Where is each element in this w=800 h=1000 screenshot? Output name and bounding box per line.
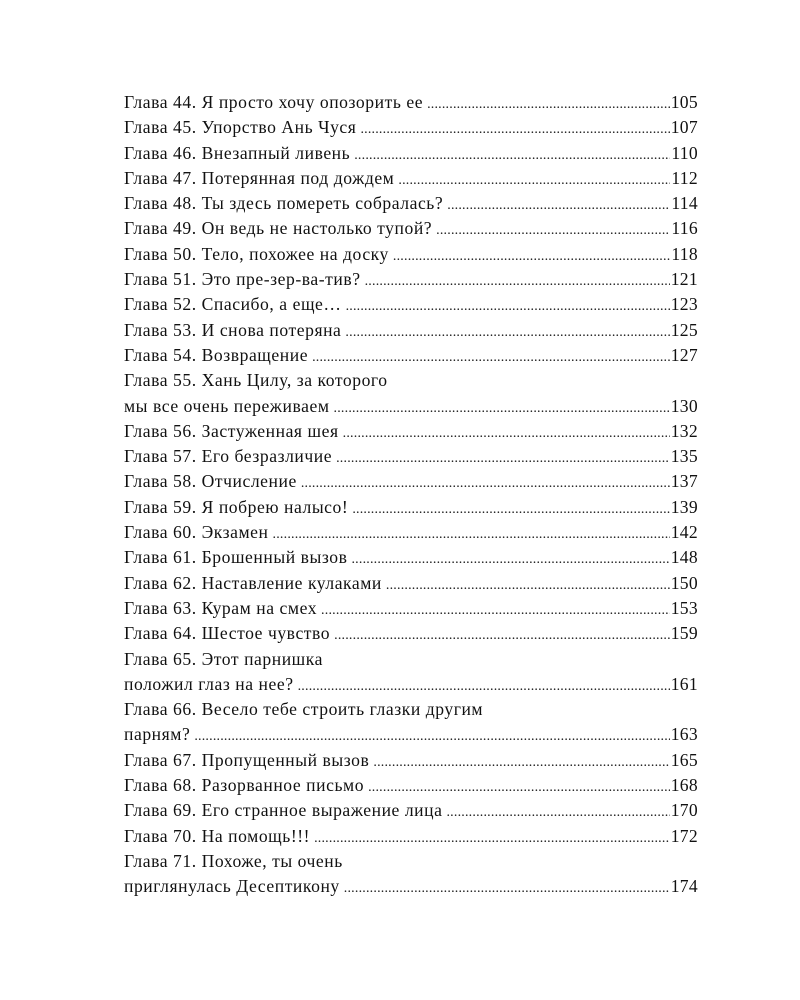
page-number: 165 <box>670 749 698 770</box>
toc-entry <box>124 824 698 849</box>
toc-entry-line <box>124 191 698 216</box>
page-number: 107 <box>670 117 698 138</box>
toc-entry <box>124 267 698 292</box>
page-number: 137 <box>670 471 698 492</box>
chapter-title: Глава 67. Пропущенный вызов <box>124 749 370 770</box>
toc-entry <box>124 444 698 469</box>
toc-entry <box>124 520 698 545</box>
toc-entry-line <box>124 874 698 899</box>
page-number: 153 <box>670 597 698 618</box>
toc-entry-line <box>124 722 698 747</box>
chapter-title: Глава 50. Тело, похожее на доску <box>124 243 389 264</box>
toc-entry <box>124 621 698 646</box>
dot-leader <box>334 396 670 421</box>
toc-entry <box>124 242 698 267</box>
toc-entry-line <box>124 849 698 874</box>
toc-entry-line <box>124 571 698 596</box>
toc-entry <box>124 748 698 773</box>
toc-entry <box>124 596 698 621</box>
chapter-title: Глава 57. Его безразличие <box>124 446 333 467</box>
toc-entry-line <box>124 368 698 393</box>
dot-leader <box>368 775 670 800</box>
toc-entry-line <box>124 242 698 267</box>
toc-entry <box>124 798 698 823</box>
toc-entry-line <box>124 141 698 166</box>
toc-entry-line <box>124 748 698 773</box>
dot-leader <box>273 522 670 547</box>
chapter-title: Глава 59. Я побрею налысо! <box>124 496 349 517</box>
table-of-contents <box>124 90 698 900</box>
dot-leader <box>343 421 670 446</box>
toc-entry-line <box>124 444 698 469</box>
toc-entry-line <box>124 318 698 343</box>
page-number: 170 <box>670 800 698 821</box>
page-number: 159 <box>670 623 698 644</box>
chapter-title: Глава 61. Брошенный вызов <box>124 547 348 568</box>
dot-leader <box>447 193 670 218</box>
page-number: 139 <box>670 496 698 517</box>
toc-entry-line <box>124 419 698 444</box>
chapter-title: Глава 52. Спасибо, а еще… <box>124 294 342 315</box>
chapter-title: Глава 44. Я просто хочу опозорить ее <box>124 92 424 112</box>
page-number: 127 <box>670 344 698 365</box>
dot-leader <box>321 598 670 623</box>
dot-leader <box>346 294 670 319</box>
chapter-title: Глава 62. Наставление кулаками <box>124 572 382 593</box>
chapter-title: парням? <box>124 724 191 745</box>
page-number: 172 <box>670 825 698 846</box>
dot-leader <box>365 269 670 294</box>
dot-leader <box>336 446 670 471</box>
chapter-title: Глава 58. Отчисление <box>124 471 297 492</box>
toc-entry <box>124 849 698 900</box>
toc-entry-line <box>124 343 698 368</box>
chapter-title: Глава 69. Его странное выражение лица <box>124 800 443 821</box>
chapter-title: Глава 46. Внезапный ливень <box>124 142 351 163</box>
page-number: 135 <box>670 446 698 467</box>
dot-leader <box>386 573 670 598</box>
dot-leader <box>446 800 669 825</box>
page-number: 112 <box>671 167 698 188</box>
page-number: 125 <box>670 319 698 340</box>
toc-entry-line <box>124 773 698 798</box>
chapter-title: Глава 45. Упорство Ань Чуся <box>124 117 357 138</box>
dot-leader <box>354 143 670 168</box>
toc-entry-line <box>124 394 698 419</box>
chapter-title: Глава 64. Шестое чувство <box>124 623 331 644</box>
toc-entry-line <box>124 115 698 140</box>
toc-entry <box>124 166 698 191</box>
dot-leader <box>436 218 670 243</box>
page-number: 150 <box>670 572 698 593</box>
page-number: 105 <box>670 92 698 112</box>
page-number: 130 <box>670 395 698 416</box>
page-number: 110 <box>671 142 698 163</box>
toc-entry <box>124 773 698 798</box>
chapter-title: Глава 70. На помощь!!! <box>124 825 311 846</box>
chapter-title: Глава 54. Возвращение <box>124 344 309 365</box>
dot-leader <box>351 547 669 572</box>
dot-leader <box>301 471 670 496</box>
toc-entry <box>124 495 698 520</box>
chapter-title: Глава 56. Застуженная шея <box>124 420 339 441</box>
toc-entry <box>124 292 698 317</box>
dot-leader <box>344 876 670 901</box>
toc-entry-line <box>124 647 698 672</box>
chapter-title: положил глаз на нее? <box>124 673 294 694</box>
page-number: 142 <box>670 522 698 543</box>
page-number: 168 <box>670 775 698 796</box>
toc-entry-line <box>124 672 698 697</box>
chapter-title: Глава 48. Ты здесь помереть собралась? <box>124 193 444 214</box>
toc-entry-line <box>124 697 698 722</box>
page-number: 132 <box>670 420 698 441</box>
toc-entry <box>124 90 698 115</box>
dot-leader <box>360 117 669 142</box>
toc-entry <box>124 141 698 166</box>
chapter-title: Глава 68. Разорванное письмо <box>124 775 365 796</box>
chapter-title: Глава 47. Потерянная под дождем <box>124 167 395 188</box>
chapter-title: Глава 49. Он ведь не настолько тупой? <box>124 218 433 239</box>
chapter-title: Глава 55. Хань Цилу, за которого <box>124 370 388 391</box>
toc-entry <box>124 318 698 343</box>
toc-entry-line <box>124 520 698 545</box>
chapter-title: Глава 51. Это пре-зер-ва-тив? <box>124 269 361 290</box>
dot-leader <box>427 92 670 117</box>
toc-entry-line <box>124 267 698 292</box>
toc-entry-line <box>124 166 698 191</box>
page-number: 114 <box>671 193 698 214</box>
toc-entry-line <box>124 824 698 849</box>
dot-leader <box>314 826 670 851</box>
toc-entry <box>124 545 698 570</box>
toc-entry-line <box>124 798 698 823</box>
dot-leader <box>298 674 670 699</box>
chapter-title: мы все очень переживаем <box>124 395 330 416</box>
toc-entry <box>124 469 698 494</box>
toc-entry-line <box>124 216 698 241</box>
page-number: 121 <box>670 269 698 290</box>
toc-entry <box>124 115 698 140</box>
toc-entry-line <box>124 495 698 520</box>
chapter-title: Глава 53. И снова потеряна <box>124 319 342 340</box>
toc-entry <box>124 216 698 241</box>
chapter-title: приглянулась Десептикону <box>124 876 340 897</box>
toc-entry <box>124 419 698 444</box>
page-number: 123 <box>670 294 698 315</box>
dot-leader <box>393 244 670 269</box>
dot-leader <box>352 497 669 522</box>
page-number: 118 <box>671 243 698 264</box>
dot-leader <box>334 623 670 648</box>
toc-entry-line <box>124 596 698 621</box>
dot-leader <box>194 724 669 749</box>
toc-entry-line <box>124 469 698 494</box>
chapter-title: Глава 66. Весело тебе строить глазки другим <box>124 699 484 720</box>
toc-entry <box>124 571 698 596</box>
toc-entry-line <box>124 292 698 317</box>
chapter-title: Глава 71. Похоже, ты очень <box>124 850 343 871</box>
toc-entry <box>124 191 698 216</box>
toc-entry-line <box>124 545 698 570</box>
chapter-title: Глава 65. Этот парнишка <box>124 648 323 669</box>
toc-entry <box>124 647 698 698</box>
page-number: 161 <box>670 673 698 694</box>
chapter-title: Глава 63. Курам на смех <box>124 597 318 618</box>
toc-entry-line <box>124 90 698 115</box>
page-number: 148 <box>670 547 698 568</box>
toc-entry <box>124 368 698 419</box>
dot-leader <box>312 345 670 370</box>
page-number: 163 <box>670 724 698 745</box>
dot-leader <box>398 168 670 193</box>
page-number: 116 <box>671 218 698 239</box>
dot-leader <box>345 320 669 345</box>
toc-entry <box>124 697 698 748</box>
chapter-title: Глава 60. Экзамен <box>124 522 269 543</box>
dot-leader <box>373 750 669 775</box>
toc-entry <box>124 343 698 368</box>
toc-entry-line <box>124 621 698 646</box>
page-number: 174 <box>670 876 698 897</box>
